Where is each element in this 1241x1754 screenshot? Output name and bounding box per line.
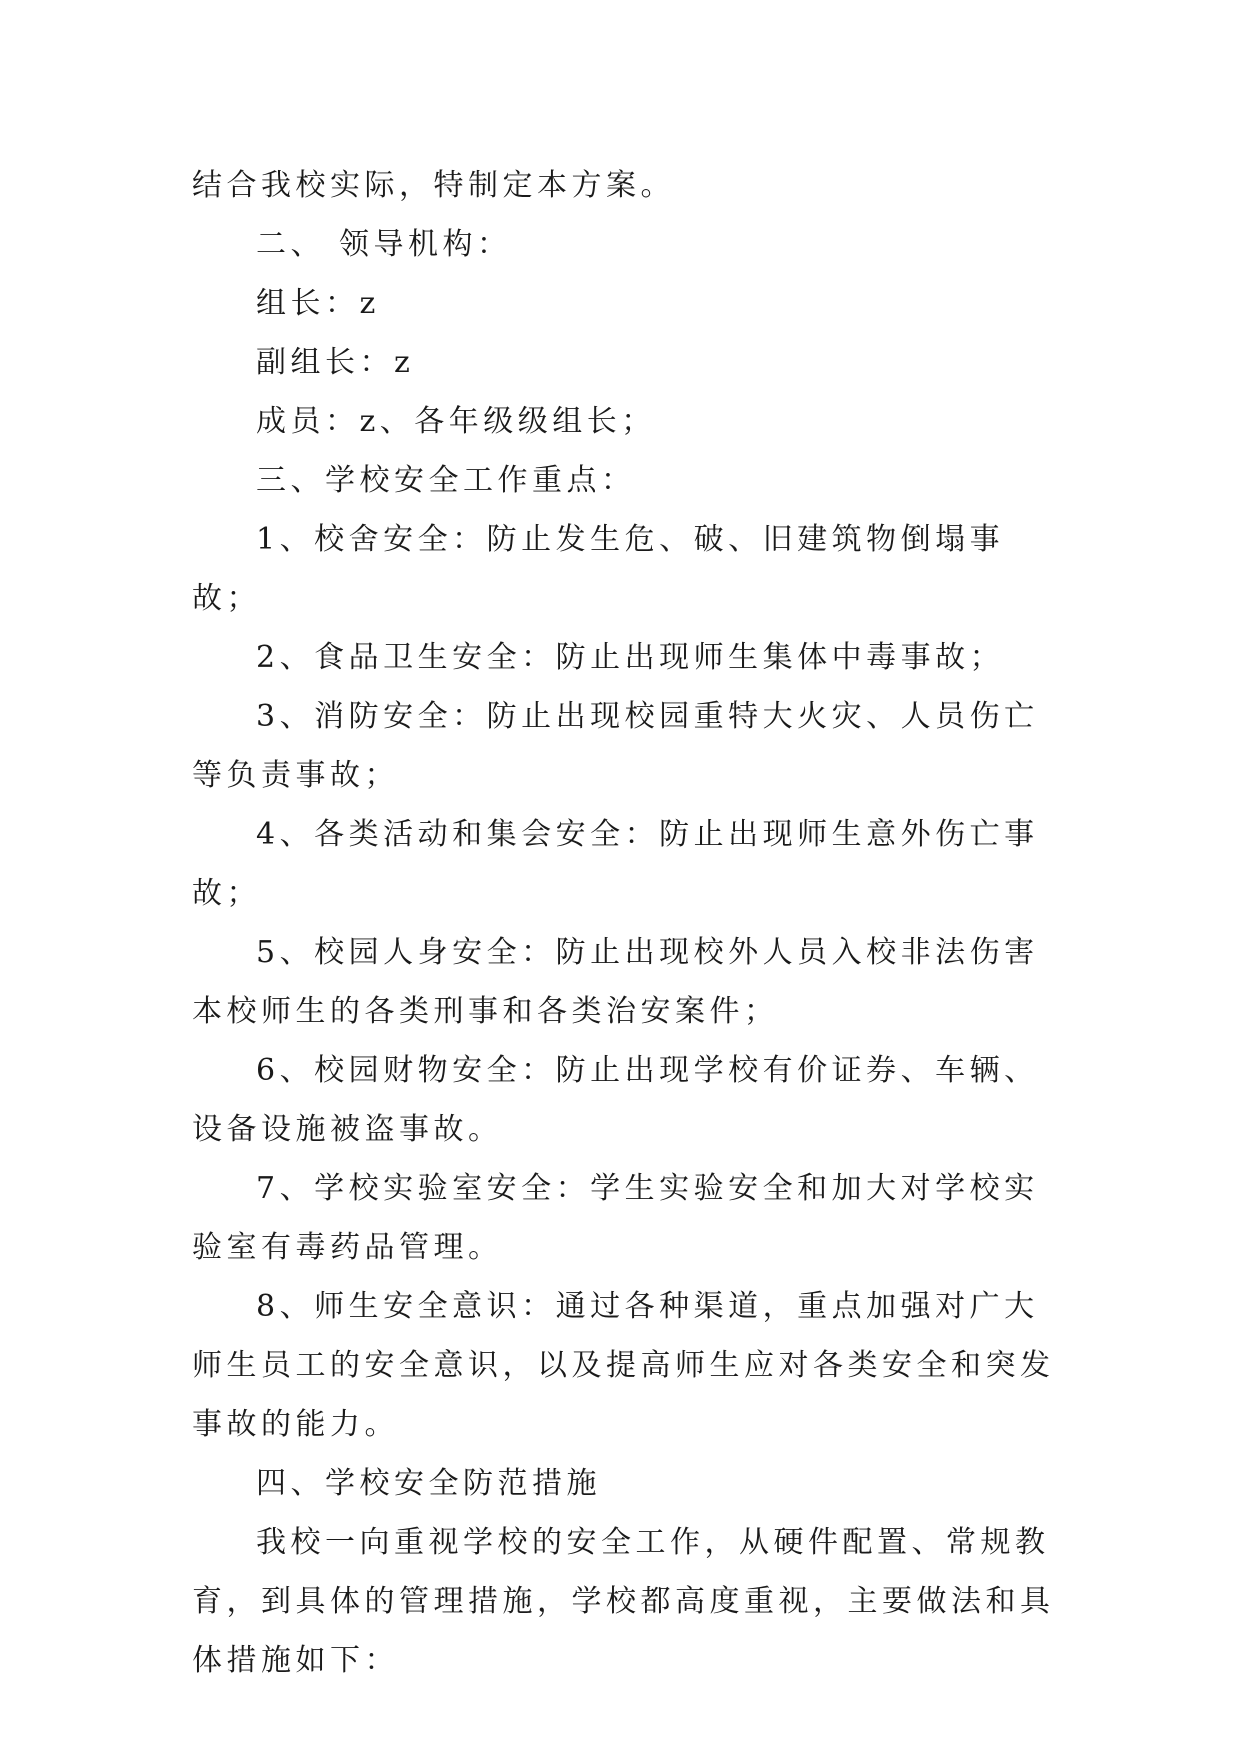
list-item: 6、校园财物安全：防止出现学校有价证券、车辆、设备设施被盗事故。 (192, 1053, 1039, 1147)
members-line: 成员：z、各年级级组长； (256, 404, 656, 439)
list-item: 3、消防安全：防止出现校园重特大火灾、人员伤亡等负责事故； (192, 699, 1039, 793)
list-item: 5、校园人身安全：防止出现校外人员入校非法伤害本校师生的各类刑事和各类治安案件； (192, 935, 1039, 1029)
list-item: 8、师生安全意识：通过各种渠道，重点加强对广大师生员工的安全意识，以及提高师生应对各类安全和突发事故的能力。 (192, 1289, 1055, 1442)
list-item: 1、校舍安全：防止发生危、破、旧建筑物倒塌事故； (192, 522, 1005, 616)
deputy-leader-line: 副组长：z (256, 345, 415, 380)
list-item: 4、各类活动和集会安全：防止出现师生意外伤亡事故； (192, 817, 1039, 911)
paragraph-intro-continuation: 结合我校实际，特制定本方案。 (192, 168, 675, 203)
heading-safety-measures: 四、学校安全防范措施 (256, 1466, 601, 1501)
heading-safety-focus: 三、学校安全工作重点： (256, 463, 636, 498)
list-item: 7、学校实验室安全：学生实验安全和加大对学校实验室有毒药品管理。 (192, 1171, 1039, 1265)
list-item: 2、食品卫生安全：防止出现师生集体中毒事故； (256, 640, 1005, 675)
leader-line: 组长：z (256, 286, 380, 321)
heading-leadership: 二、 领导机构： (256, 227, 512, 262)
paragraph-measures-intro: 我校一向重视学校的安全工作，从硬件配置、常规教育，到具体的管理措施，学校都高度重视，主要做法和具体措施如下： (192, 1525, 1055, 1678)
document-body (192, 156, 1062, 1690)
